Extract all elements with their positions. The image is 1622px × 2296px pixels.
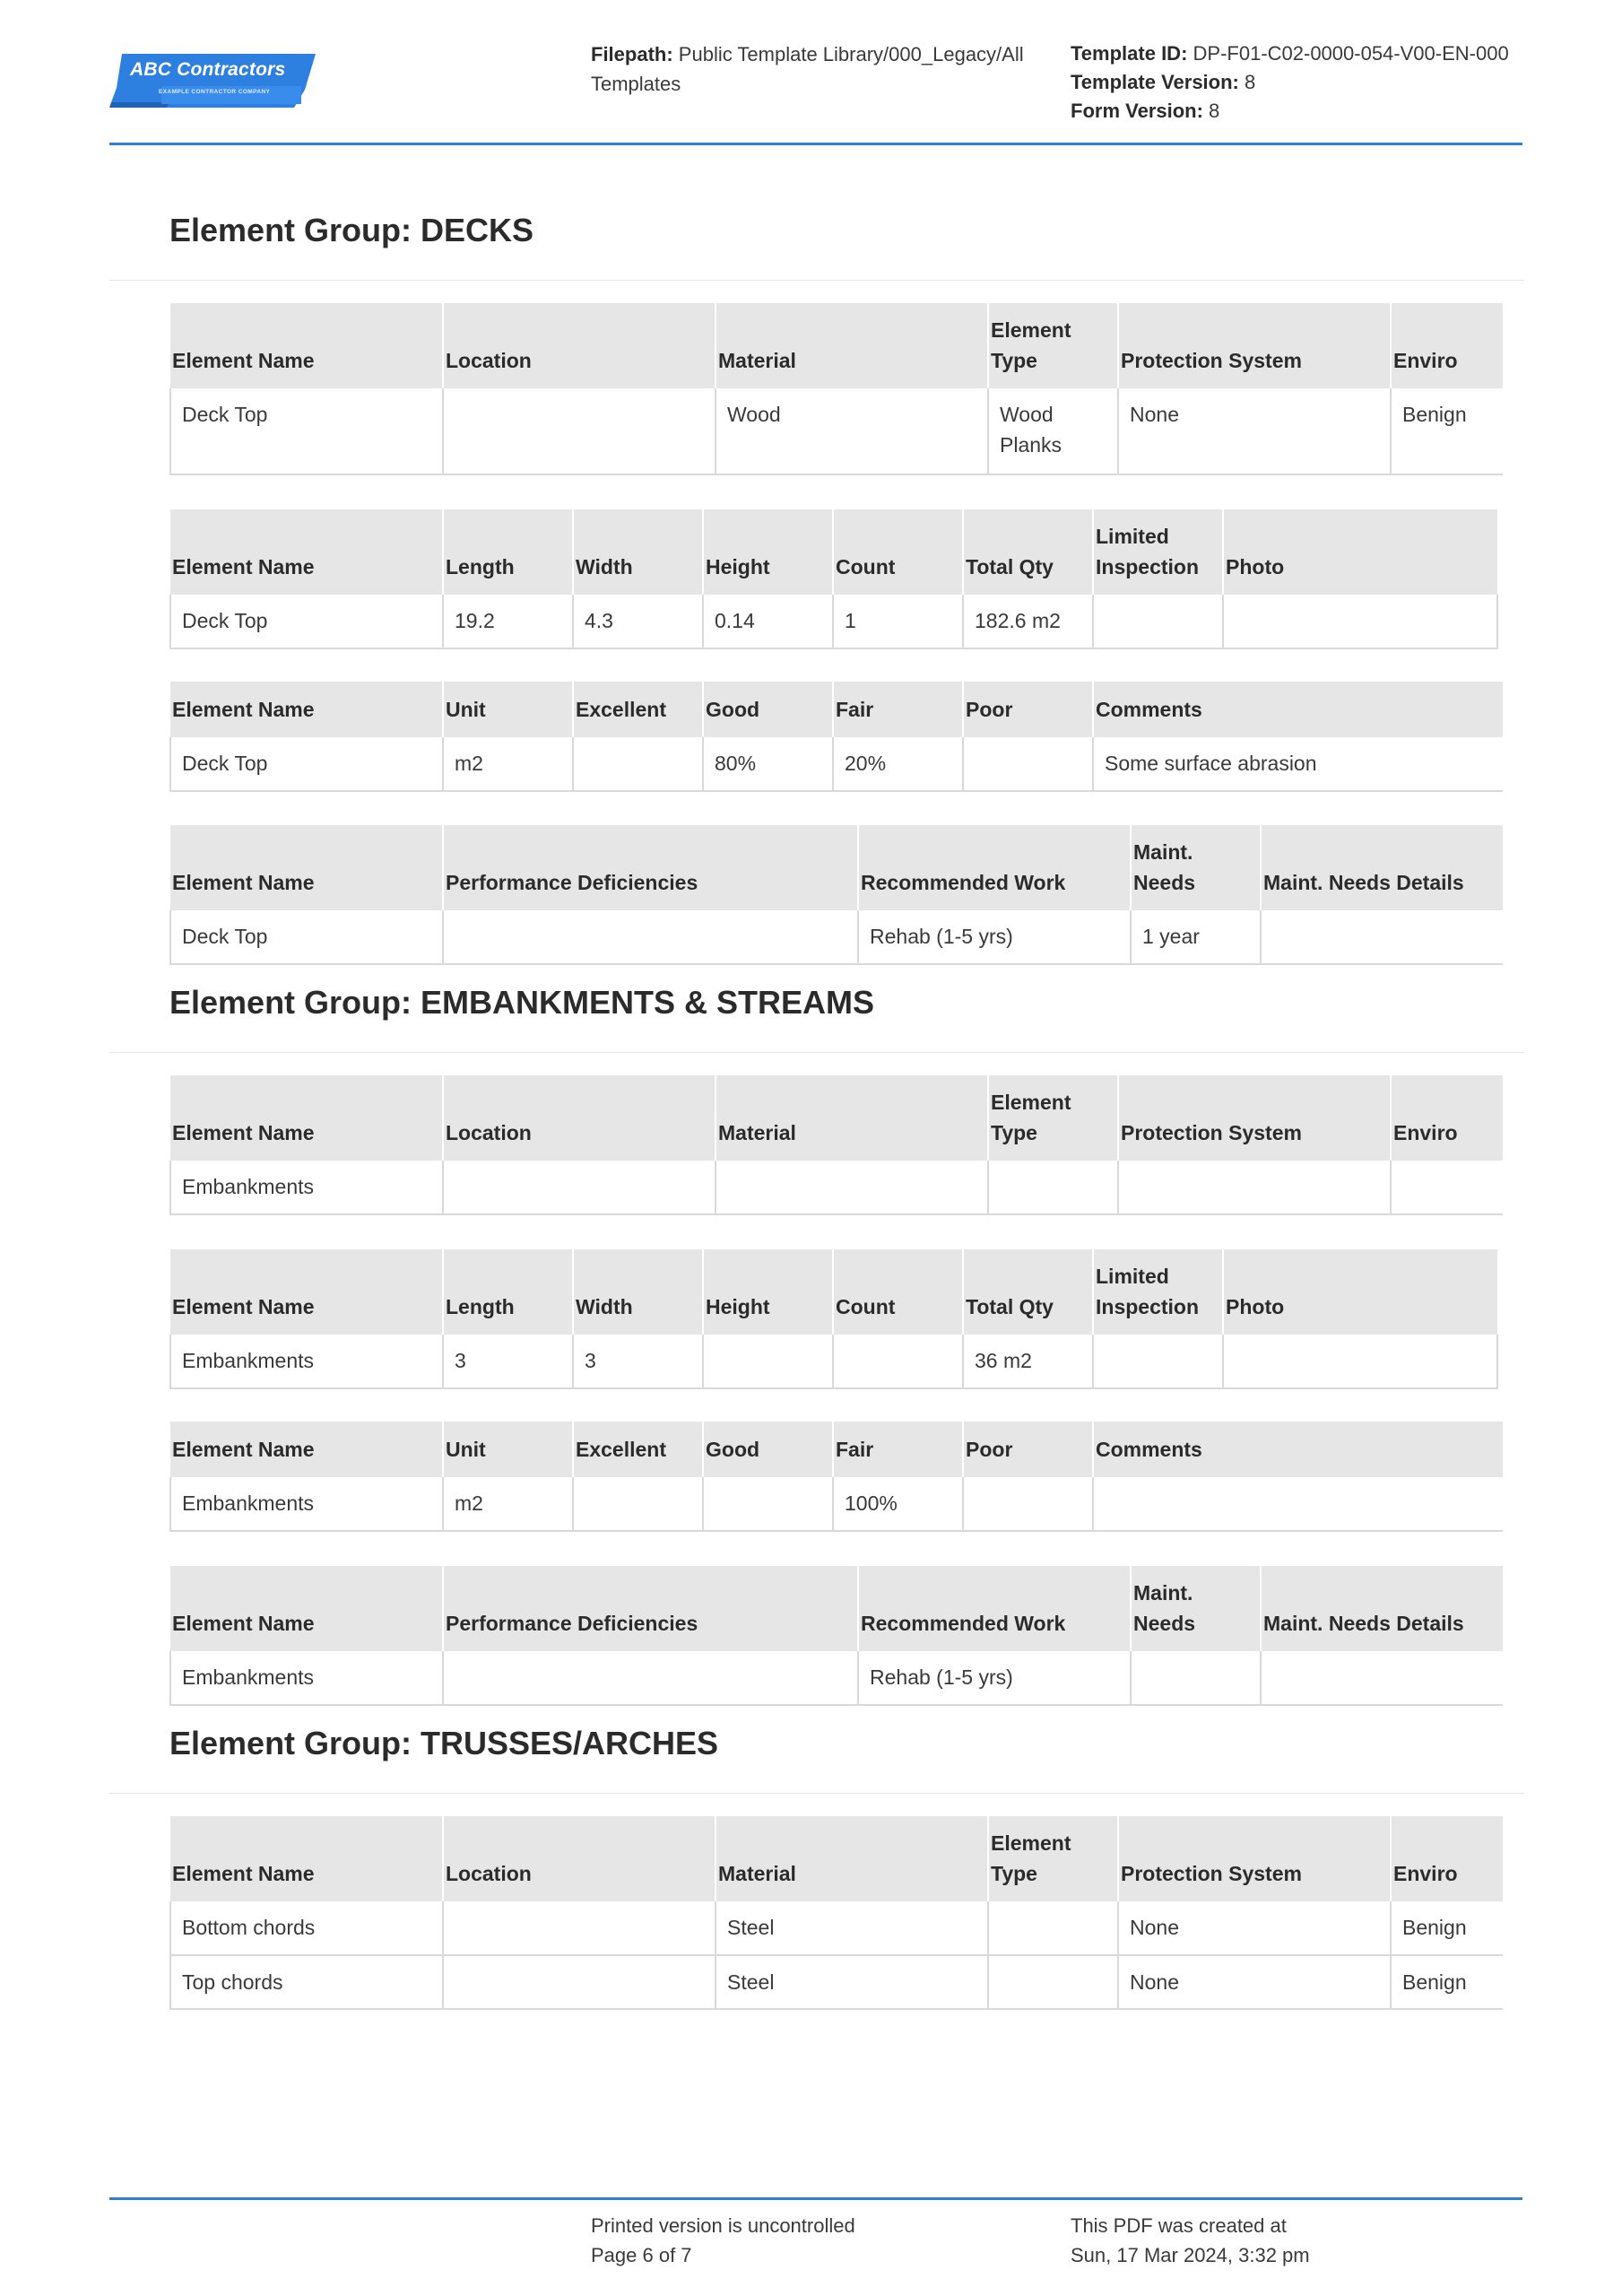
table-cell	[573, 737, 703, 791]
col-header: Photo	[1223, 1249, 1497, 1335]
trusses-element-table	[169, 1816, 1503, 2010]
table-cell	[1093, 1335, 1223, 1388]
table-cell: None	[1118, 1901, 1391, 1955]
table-cell: Bottom chords	[170, 1901, 443, 1955]
table-cell	[703, 1335, 833, 1388]
table-cell: 4.3	[573, 595, 703, 648]
table-cell: Embankments	[170, 1477, 443, 1531]
col-header: Element Type	[988, 1816, 1118, 1901]
table-cell	[1093, 1477, 1503, 1531]
col-header: Length	[443, 1249, 573, 1335]
col-header: Performance Deficiencies	[443, 1566, 858, 1651]
table-row	[170, 595, 1497, 648]
decks-dimensions-table	[169, 509, 1498, 649]
col-header: Enviro	[1391, 1816, 1503, 1901]
col-header: Material	[716, 1816, 988, 1901]
table-row	[170, 388, 1503, 474]
table-cell: 36 m2	[963, 1335, 1093, 1388]
col-header: Good	[703, 682, 833, 737]
col-header: Limited Inspection	[1093, 1249, 1223, 1335]
table-cell: Steel	[716, 1901, 988, 1955]
col-header: Maint. Needs	[1131, 825, 1261, 910]
table-cell	[1223, 1335, 1497, 1388]
table-row	[170, 1901, 1503, 1955]
table-cell	[833, 1335, 963, 1388]
col-header: Poor	[963, 682, 1093, 737]
footer-right	[1071, 2211, 1310, 2270]
company-logo	[109, 54, 316, 115]
page-header	[109, 38, 1522, 144]
page-number: Page 6 of 7	[591, 2244, 692, 2266]
template-version-label: Template Version:	[1071, 71, 1239, 93]
table-cell: 80%	[703, 737, 833, 791]
table-cell: Some surface abrasion	[1093, 737, 1503, 791]
table-cell: Wood Planks	[988, 388, 1118, 474]
table-cell: None	[1118, 1955, 1391, 2009]
footer-left	[591, 2211, 855, 2270]
created-at-label: This PDF was created at	[1071, 2214, 1287, 2237]
table-cell	[573, 1477, 703, 1531]
col-header: Good	[703, 1422, 833, 1477]
col-header: Comments	[1093, 1422, 1503, 1477]
table-row	[170, 737, 1503, 791]
table-cell	[963, 737, 1093, 791]
col-header: Performance Deficiencies	[443, 825, 858, 910]
col-header: Element Type	[988, 303, 1118, 388]
col-header: Element Name	[170, 825, 443, 910]
table-cell	[443, 910, 858, 964]
col-header: Height	[703, 509, 833, 595]
col-header: Maint. Needs Details	[1261, 1566, 1503, 1651]
col-header: Element Type	[988, 1075, 1118, 1161]
table-cell	[443, 388, 716, 474]
table-cell: 100%	[833, 1477, 963, 1531]
col-header: Element Name	[170, 1249, 443, 1335]
decks-maintenance-table	[169, 825, 1503, 965]
col-header: Limited Inspection	[1093, 509, 1223, 595]
logo-text: ABC Contractors	[130, 59, 286, 80]
footer-divider	[109, 2197, 1522, 2200]
uncontrolled-notice: Printed version is uncontrolled	[591, 2214, 855, 2237]
group-title-decks: Element Group: DECKS	[169, 212, 534, 248]
col-header: Enviro	[1391, 1075, 1503, 1161]
table-cell: Wood	[716, 388, 988, 474]
table-cell: 3	[443, 1335, 573, 1388]
header-divider	[109, 143, 1522, 145]
col-header: Element Name	[170, 1422, 443, 1477]
table-cell: Embankments	[170, 1651, 443, 1705]
col-header: Fair	[833, 682, 963, 737]
filepath-label: Filepath:	[591, 43, 673, 65]
col-header: Recommended Work	[858, 825, 1131, 910]
filepath-block	[591, 39, 1057, 99]
embankments-condition-table	[169, 1422, 1503, 1532]
template-version-value: 8	[1245, 71, 1256, 93]
table-cell: Embankments	[170, 1161, 443, 1214]
form-version-label: Form Version:	[1071, 100, 1203, 122]
table-cell: m2	[443, 1477, 573, 1531]
col-header: Element Name	[170, 1816, 443, 1901]
table-cell: Deck Top	[170, 737, 443, 791]
table-cell: 1	[833, 595, 963, 648]
table-cell: Benign	[1391, 1955, 1503, 2009]
col-header: Length	[443, 509, 573, 595]
table-cell	[716, 1161, 988, 1214]
table-cell	[443, 1955, 716, 2009]
table-cell	[1261, 1651, 1503, 1705]
group-title-embankments: Element Group: EMBANKMENTS & STREAMS	[169, 984, 875, 1021]
template-id-label: Template ID:	[1071, 42, 1188, 65]
col-header: Photo	[1223, 509, 1497, 595]
col-header: Protection System	[1118, 1075, 1391, 1161]
group-divider	[109, 280, 1524, 281]
table-cell: Deck Top	[170, 910, 443, 964]
logo-subtext: EXAMPLE CONTRACTOR COMPANY	[159, 89, 271, 95]
table-cell: m2	[443, 737, 573, 791]
table-cell: 3	[573, 1335, 703, 1388]
col-header: Width	[573, 509, 703, 595]
table-cell	[703, 1477, 833, 1531]
template-meta-block	[1071, 39, 1537, 126]
table-cell	[1093, 595, 1223, 648]
table-cell: 20%	[833, 737, 963, 791]
table-cell	[1223, 595, 1497, 648]
table-cell	[963, 1477, 1093, 1531]
table-row	[170, 1651, 1503, 1705]
table-row	[170, 1955, 1503, 2009]
table-cell: Top chords	[170, 1955, 443, 2009]
filepath-value: Public Template Library/000_Legacy/All	[678, 43, 1024, 65]
form-version-value: 8	[1209, 100, 1220, 122]
group-title-trusses: Element Group: TRUSSES/ARCHES	[169, 1725, 719, 1761]
col-header: Unit	[443, 682, 573, 737]
col-header: Material	[716, 1075, 988, 1161]
table-cell: Deck Top	[170, 595, 443, 648]
table-cell: Embankments	[170, 1335, 443, 1388]
table-cell	[443, 1651, 858, 1705]
col-header: Element Name	[170, 303, 443, 388]
table-row	[170, 910, 1503, 964]
col-header: Excellent	[573, 682, 703, 737]
table-cell	[443, 1161, 716, 1214]
col-header: Maint. Needs	[1131, 1566, 1261, 1651]
group-divider	[109, 1793, 1524, 1794]
table-cell	[1391, 1161, 1503, 1214]
col-header: Location	[443, 1816, 716, 1901]
col-header: Element Name	[170, 682, 443, 737]
table-cell: 19.2	[443, 595, 573, 648]
decks-condition-table	[169, 682, 1503, 792]
table-cell	[1261, 910, 1503, 964]
created-at-date: Sun, 17 Mar 2024, 3:32 pm	[1071, 2244, 1310, 2266]
table-cell	[443, 1901, 716, 1955]
table-cell: Rehab (1-5 yrs)	[858, 1651, 1131, 1705]
table-cell	[988, 1901, 1118, 1955]
table-cell: Benign	[1391, 1901, 1503, 1955]
col-header: Poor	[963, 1422, 1093, 1477]
col-header: Material	[716, 303, 988, 388]
template-id-value: DP-F01-C02-0000-054-V00-EN-000	[1193, 42, 1509, 65]
table-cell: 182.6 m2	[963, 595, 1093, 648]
col-header: Excellent	[573, 1422, 703, 1477]
col-header: Protection System	[1118, 1816, 1391, 1901]
table-cell	[988, 1955, 1118, 2009]
table-cell: 0.14	[703, 595, 833, 648]
col-header: Enviro	[1391, 303, 1503, 388]
col-header: Height	[703, 1249, 833, 1335]
table-cell	[1118, 1161, 1391, 1214]
table-row	[170, 1335, 1497, 1388]
col-header: Element Name	[170, 509, 443, 595]
col-header: Width	[573, 1249, 703, 1335]
col-header: Total Qty	[963, 509, 1093, 595]
col-header: Location	[443, 1075, 716, 1161]
group-divider	[109, 1052, 1524, 1053]
col-header: Element Name	[170, 1075, 443, 1161]
col-header: Protection System	[1118, 303, 1391, 388]
col-header: Maint. Needs Details	[1261, 825, 1503, 910]
embankments-dimensions-table	[169, 1249, 1498, 1389]
col-header: Fair	[833, 1422, 963, 1477]
col-header: Recommended Work	[858, 1566, 1131, 1651]
table-cell: 1 year	[1131, 910, 1261, 964]
table-cell	[988, 1161, 1118, 1214]
table-cell: Deck Top	[170, 388, 443, 474]
decks-element-table	[169, 303, 1503, 475]
table-cell: Benign	[1391, 388, 1503, 474]
col-header: Location	[443, 303, 716, 388]
table-cell	[1131, 1651, 1261, 1705]
table-row	[170, 1161, 1503, 1214]
table-cell: Rehab (1-5 yrs)	[858, 910, 1131, 964]
col-header: Unit	[443, 1422, 573, 1477]
col-header: Comments	[1093, 682, 1503, 737]
col-header: Count	[833, 509, 963, 595]
col-header: Total Qty	[963, 1249, 1093, 1335]
embankments-element-table	[169, 1075, 1503, 1215]
table-cell: None	[1118, 388, 1391, 474]
col-header: Count	[833, 1249, 963, 1335]
table-cell: Steel	[716, 1955, 988, 2009]
table-row	[170, 1477, 1503, 1531]
embankments-maintenance-table	[169, 1566, 1503, 1706]
col-header: Element Name	[170, 1566, 443, 1651]
filepath-value-cont: Templates	[591, 73, 681, 95]
